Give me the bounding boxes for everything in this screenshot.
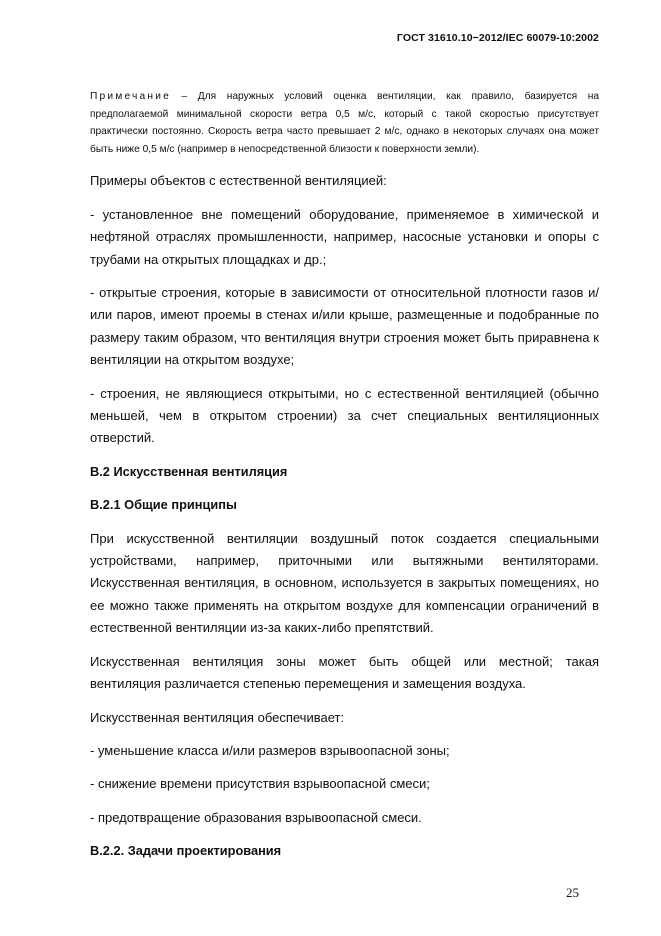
page-content — [90, 88, 599, 874]
example-item-2: - открытые строения, которые в зависимости от относительной плотности газов и/или паров, имеют проемы в стенах и/или крыше, размещенные и подобранные по размеру таким образом, что вентиляция внутри строения может быть приравнена к вентиляции на открытом воздухе; — [90, 285, 599, 368]
provides-intro: Искусственная вентиляция обеспечивает: — [90, 709, 345, 725]
note-paragraph — [90, 88, 599, 158]
section-heading-b2: В.2 Искусственная вентиляция — [90, 463, 288, 479]
subsection-heading-b22: В.2.2. Задачи проектирования — [90, 843, 282, 859]
example-item-1: - установленное вне помещений оборудование, применяемое в химической и нефтяной отраслях промышленности, например, насосные установки и опоры с трубами на открытых площадках и др.; — [90, 206, 599, 267]
note-label: Примечание — [90, 91, 171, 102]
subsection-heading-b21: В.2.1 Общие принципы — [90, 497, 237, 513]
provides-item-1: - уменьшение класса и/или размеров взрывоопасной зоны; — [90, 742, 450, 758]
b21-paragraph-1: При искусственной вентиляции воздушный поток создается специальными устройствами, например, приточными или вытяжными вентиляторами. Искусственная вентиляция, в основном, используется в закрытых помещениях, но ее можно также применять на открытом воздухе для компенсации ограничений в естественной вентиляции из-за каких-либо препятствий. — [90, 530, 599, 636]
provides-item-3: - предотвращение образования взрывоопасной смеси. — [90, 809, 422, 825]
note-text: – Для наружных условий оценка вентиляции, как правило, базируется на предполагаемой минимальной скорости ветра 0,5 м/с, который с такой скоростью присутствует практически постоянно. Скорость ветра часто превышает 2 м/с, однако в некоторых случаях она может быть ниже 0,5 м/с (например в непосредственной близости к поверхности земли). — [90, 91, 599, 155]
document-header-code: ГОСТ 31610.10−2012/IEC 60079-10:2002 — [396, 32, 599, 44]
examples-intro: Примеры объектов с естественной вентиляцией: — [90, 173, 387, 189]
example-item-3: - строения, не являющиеся открытыми, но с естественной вентиляцией (обычно меньшей, чем в открытом строении) за счет специальных вентиляционных отверстий. — [90, 385, 599, 446]
provides-item-2: - снижение времени присутствия взрывоопасной смеси; — [90, 776, 430, 792]
b21-paragraph-2: Искусственная вентиляция зоны может быть общей или местной; такая вентиляция различается степенью перемещения и замещения воздуха. — [90, 653, 599, 692]
page-number: 25 — [566, 885, 579, 900]
